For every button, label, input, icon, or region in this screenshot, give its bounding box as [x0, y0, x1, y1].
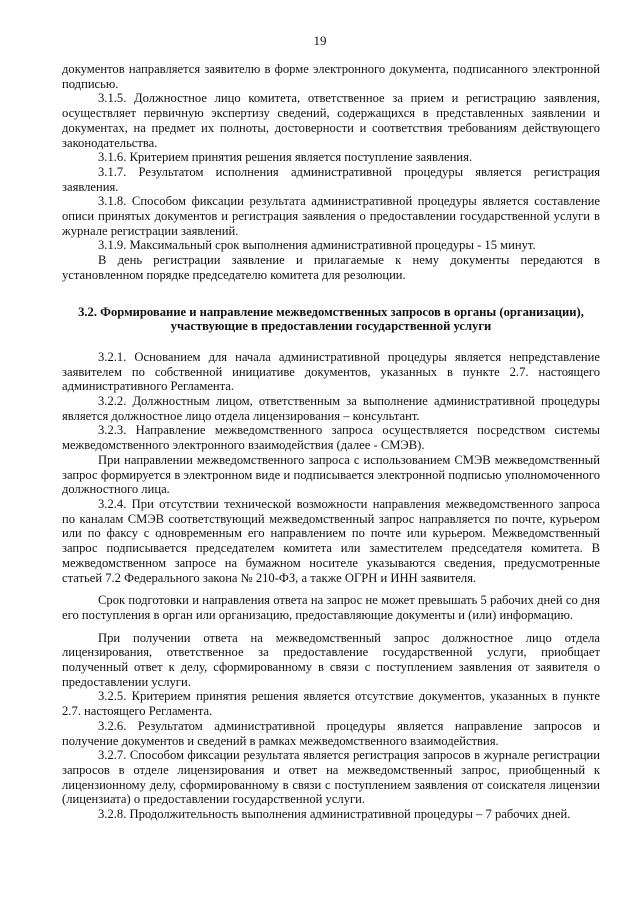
paragraph: 3.2.8. Продолжительность выполнения административной процедуры – 7 рабочих дней.: [98, 807, 571, 822]
paragraph: 3.2.4. При отсутствии технической возможности направления межведомственного запроса по каналам СМЭВ соответствующий межведомственный запрос направляется по почте, курьером или по факсу с одновременным его направлением по почте или курьером. Межведомственный запрос подписывается председателем комитета или заместителем председателя комитета. В межведомственном запросе на бумажном носителе указываются сведения, предусмотренные статьей 7.2 Федерального закона № 210-ФЗ, а также ОГРН и ИНН заявителя.: [62, 496, 600, 585]
paragraph: 3.2.6. Результатом административной процедуры является направление запросов и получение документов и сведений в рамках межведомственного взаимодействия.: [62, 718, 600, 748]
paragraph: 3.1.8. Способом фиксации результата административной процедуры является составление описи принятых документов и регистрация заявления о предоставлении государственной услуги в журнале регистрации заявлений.: [62, 194, 600, 238]
paragraph: При получении ответа на межведомственный запрос должностное лицо отдела лицензирования, ответственное за предоставление государственной услуги, приобщает полученный ответ к делу, сформированному в связи с поступлением заявления от заявителя о предоставлении услуги.: [62, 630, 600, 689]
section-heading: 3.2. Формирование и направление межведомственных запросов в органы (организации), участвующие в предоставлении государственной услуги: [78, 304, 584, 334]
paragraph: 3.1.7. Результатом исполнения административной процедуры является регистрация заявления.: [62, 164, 600, 194]
paragraph: В день регистрации заявление и прилагаемые к нему документы передаются в установленном порядке председателю комитета для резолюции.: [62, 253, 600, 282]
paragraph: 3.1.5. Должностное лицо комитета, ответственное за прием и регистрацию заявления, осуществляет первичную экспертизу сведений, содержащихся в представленных заявлении и документах, на предмет их полноты, достоверности и соответствия требованиям действующего законодательства.: [62, 91, 600, 150]
paragraph: 3.2.5. Критерием принятия решения является отсутствие документов, указанных в пункте 2.7. настоящего Регламента.: [62, 689, 600, 719]
paragraph: 3.1.9. Максимальный срок выполнения административной процедуры - 15 минут.: [98, 238, 536, 253]
paragraph: документов направляется заявителю в форме электронного документа, подписанного электронной подписью.: [62, 62, 600, 91]
paragraph: При направлении межведомственного запроса с использованием СМЭВ межведомственный запрос формируется в электронном виде и подписывается электронной подписью уполномоченного должностного лица.: [62, 452, 600, 497]
paragraph: 3.2.3. Направление межведомственного запроса осуществляется посредством системы межведомственного электронного взаимодействия (далее - СМЭВ).: [62, 423, 600, 453]
paragraph: 3.2.7. Способом фиксации результата является регистрация запросов в журнале регистрации запросов в отделе лицензирования и ответ на межведомственный запрос, приобщенный к лицензионному делу, сформированному в связи с поступлением заявления от соискателя лицензии (лицензиата) о предоставлении государственной услуги.: [62, 748, 600, 807]
paragraph: 3.1.6. Критерием принятия решения является поступление заявления.: [98, 150, 473, 165]
paragraph: Срок подготовки и направления ответа на запрос не может превышать 5 рабочих дней со дня его поступления в орган или организацию, предоставляющие документы и (или) информацию.: [62, 593, 600, 622]
page-number: 19: [313, 33, 327, 48]
paragraph: 3.2.1. Основанием для начала административной процедуры является непредставление заявителем по собственной инициативе документов, указанных в пункте 2.7. настоящего административного Регламента.: [62, 349, 600, 394]
paragraph: 3.2.2. Должностным лицом, ответственным за выполнение административной процедуры является должностное лицо отдела лицензирования – консультант.: [62, 394, 600, 423]
document-body: [62, 62, 600, 822]
